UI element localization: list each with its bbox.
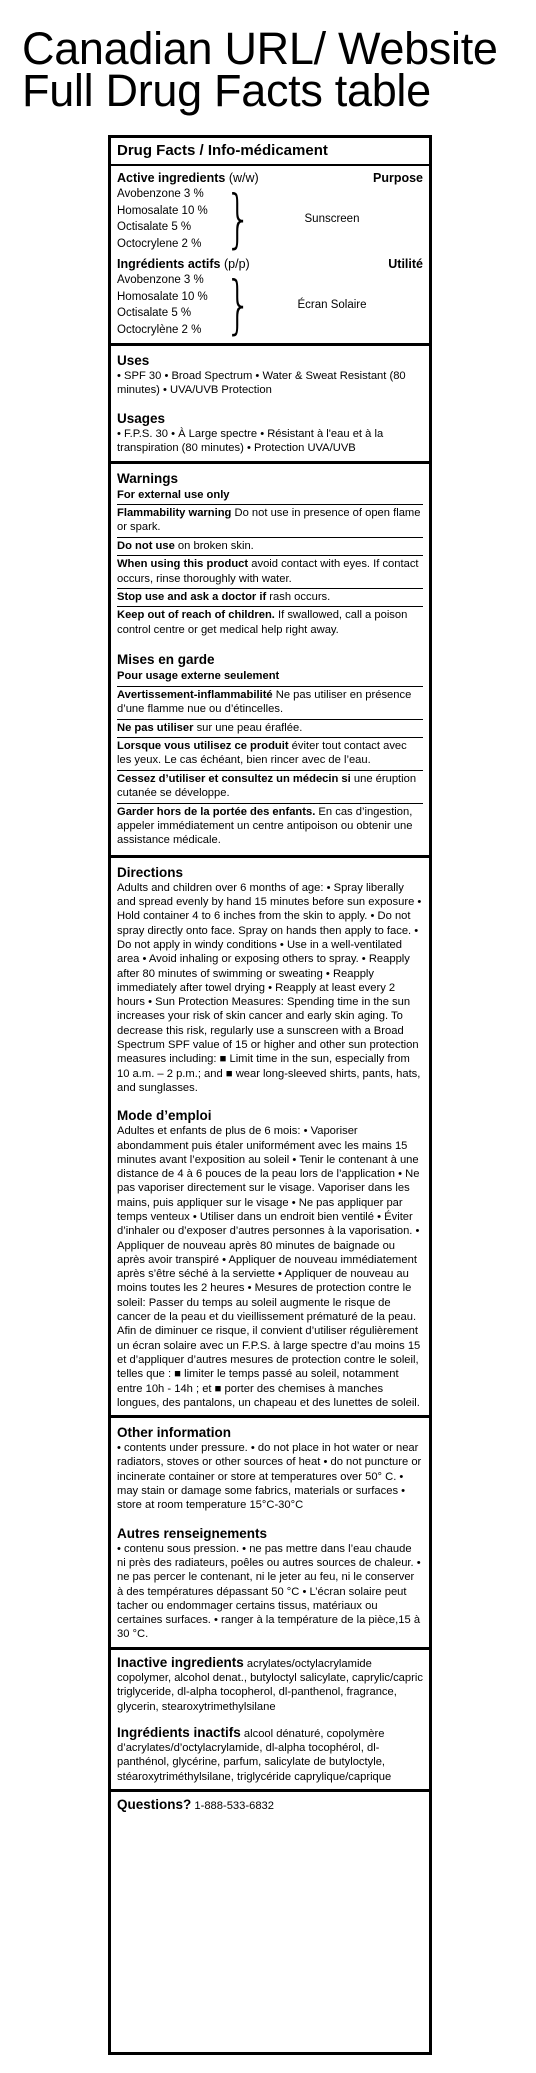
active-ingredients-unit: (w/w) xyxy=(228,171,259,185)
usages-text: • F.P.S. 30 • À Large spectre • Résistant à l'eau et à la transpiration (80 minutes) • Protection UVA/UVB xyxy=(117,427,384,455)
inactifs-title: Ingrédients inactifs xyxy=(117,1724,241,1740)
directions-text: Adults and children over 6 months of age: • Spray liberally and spread evenly by hand 15 minutes before sun exposure • Hold container 4 to 6 inches from the skin to apply. • Do not spray directly onto face. Spray on hands then apply to face. • Do not apply in windy conditions • Use in a well-ventilated area • Avoid inhaling or exposing others to spray. • Reapply after 80 minutes of swimming or sweating • Reapply immediately after towel drying • Reapply at least every 2 hours • Sun Protection Measures: Spending time in the sun increases your risk of skin cancer and early skin aging. To decrease this risk, regularly use a sunscreen with a Broad Spectrum SPF value of 15 or higher and other sun protection measures including: ■ Limit time in the sun, especially from 10 a.m. – 2 p.m.; and ■ wear long-sleeved shirts, pants, hats, and sunglasses. xyxy=(117,881,422,1094)
ingredients-inactifs xyxy=(117,1724,423,1784)
ingredient-item: Octisalate 5 % xyxy=(117,307,192,319)
inactifs-text: alcool dénaturé, copolymère d’acrylates/d’octylacrylamide, dl-alpha tocophérol, dl-panthénol, glycérine, parfum, salicylate de butyloctyle, stéaroxytriméthylsilane, triglycéride caprylique/caprique xyxy=(117,1727,392,1783)
brace-icon: } xyxy=(225,181,252,255)
uses-section xyxy=(111,346,429,464)
warning-line: Do not use on broken skin. xyxy=(117,538,423,556)
autres-title: Autres renseignements xyxy=(117,1525,268,1541)
active-ingredients-header xyxy=(117,170,423,186)
directions-section xyxy=(111,858,429,1418)
ingredient-item: Avobenzone 3 % xyxy=(117,274,204,286)
mode-emploi-title: Mode d’emploi xyxy=(117,1108,212,1124)
uses-title: Uses xyxy=(117,353,150,368)
warning-line: Stop use and ask a doctor if rash occurs. xyxy=(117,589,423,607)
ingredient-item: Avobenzone 3 % xyxy=(117,188,204,200)
active-ingredients-label: Active ingredients xyxy=(117,171,226,185)
ingredients-actifs-label: Ingrédients actifs xyxy=(117,257,221,271)
brace-icon: } xyxy=(225,267,252,341)
inactive-ingredients xyxy=(117,1654,423,1714)
warning-line: Garder hors de la portée des enfants. En cas d’ingestion, appeler immédiatement un centre antipoison ou obtenir une assistance médicale. xyxy=(117,805,413,847)
ingredient-item: Homosalate 10 % xyxy=(117,290,208,303)
heading-line-1: Canadian URL/ Website xyxy=(22,23,498,74)
questions-label: Questions? xyxy=(117,1797,192,1813)
utilite-value: Écran Solaire xyxy=(297,299,367,311)
warning-line: Cessez d’utiliser et consultez un médecin si une éruption cutanée se développe. xyxy=(117,771,423,804)
active-ingredients-list xyxy=(117,181,423,255)
warning-line: For external use only xyxy=(117,487,423,505)
ingredient-item: Octisalate 5 % xyxy=(117,221,192,233)
ingredients-actifs-unit: (p/p) xyxy=(223,257,250,271)
warning-line: Avertissement-inflammabilité Ne pas utiliser en présence d’une flamme nue ou d’étincelles. xyxy=(117,687,423,720)
usages-title: Usages xyxy=(117,410,166,426)
inactive-ingredients-section xyxy=(111,1650,429,1792)
questions-phone: 1-888-533-6832 xyxy=(191,1800,274,1813)
ingredient-item: Octocrylene 2 % xyxy=(117,237,202,250)
inactive-text: acrylates/octylacrylamide copolymer, alcohol denat., butyloctyl salicylate, caprylic/capric triglyceride, dl-alpha tocopherol, dl-panthenol, fragrance, glycerin, stearoxytrimethylsilane xyxy=(117,1657,423,1713)
utilite-label: Utilité xyxy=(388,257,423,271)
ingredient-item: Homosalate 10 % xyxy=(117,204,208,217)
purpose-value: Sunscreen xyxy=(304,213,360,225)
active-ingredients-section xyxy=(111,166,429,346)
panel-title: Drug Facts / Info-médicament xyxy=(111,138,429,166)
questions-section xyxy=(111,1792,429,1818)
uses-text: • SPF 30 • Broad Spectrum • Water & Sweat Resistant (80 minutes) • UVA/UVB Protection xyxy=(117,370,406,397)
warning-line: Flammability warning Do not use in presence of open flame or spark. xyxy=(117,505,423,538)
ingredients-actifs-header xyxy=(117,256,423,272)
mode-emploi-text: Adultes et enfants de plus de 6 mois: • Vaporiser abondamment puis étaler uniformément avec les mains 15 minutes avant l’exposition au soleil • Tenir le contenant à une distance de 4 à 6 pouces de la peau lors de l’application • Ne pas vaporiser directement sur le visage. Vaporiser dans les mains, puis appliquer sur le visage • Ne pas appliquer par temps venteux • Utiliser dans un endroit bien ventilé • Éviter d’inhaler ou d’exposer d’autres personnes à la vaporisation. • Appliquer de nouveau après 80 minutes de baignade ou après avoir transpiré • Appliquer de nouveau immédiatement après s’être séché à la serviette • Appliquer de nouveau au moins toutes les 2 heures • Mesures de protection contre le soleil: Passer du temps au soleil augmente le risque de cancer de la peau et du vieillissement prématuré de la peau. Afin de diminuer ce risque, il convient d’utiliser régulièrement un écran solaire avec un F.P.S. à large spectre d’au moins 15 et d’appliquer d’autres mesures de protection contre le soleil, telles que : ■ limiter le temps passé au soleil, notamment entre 10h - 14h ; et ■ porter des chemises à manches longues, des pantalons, un chapeau et des lunettes de soleil. xyxy=(117,1125,421,1409)
warning-line: Pour usage externe seulement xyxy=(117,668,423,686)
warnings-title: Warnings xyxy=(117,470,179,486)
inactive-title: Inactive ingredients xyxy=(117,1654,244,1670)
other-info-title: Other information xyxy=(117,1425,231,1441)
drug-facts-panel xyxy=(108,135,432,2055)
purpose-label: Purpose xyxy=(372,171,423,185)
autres-text: • contenu sous pression. • ne pas mettre dans l’eau chaude ni près des radiateurs, poêles ou autres sources de chaleur. • ne pas percer le contenant, ni le jeter au feu, ni le conserver à des températures dépassant 50 °C • L’écran solaire peut tacher ou endommager certains tissus, matériaux ou certaines surfaces. • ranger à la température de la pièce,15 à 30 °C. xyxy=(117,1542,421,1641)
other-info-section xyxy=(111,1418,429,1650)
mises-title: Mises en garde xyxy=(117,652,215,668)
directions-title: Directions xyxy=(117,864,184,880)
warning-line: When using this product avoid contact with eyes. If contact occurs, rinse thoroughly with water. xyxy=(117,556,423,589)
warnings-section xyxy=(111,464,429,858)
warning-line: Keep out of reach of children. If swallowed, call a poison control centre or get medical help right away. xyxy=(117,609,408,636)
ingredient-item: Octocrylène 2 % xyxy=(117,323,202,336)
ingredients-actifs-list xyxy=(117,267,423,341)
other-info-text: • contents under pressure. • do not place in hot water or near radiators, stoves or other sources of heat • do not puncture or incinerate container or store at temperatures over 50° C. • may stain or damage some fabrics, materials or surfaces • store at room temperature 15°C-30°C xyxy=(117,1442,422,1512)
warning-line: Ne pas utiliser sur une peau éraflée. xyxy=(117,720,423,738)
page-heading xyxy=(22,23,522,116)
heading-line-2: Full Drug Facts table xyxy=(22,65,431,116)
warning-line: Lorsque vous utilisez ce produit éviter tout contact avec les yeux. Le cas échéant, bien rincer avec de l’eau. xyxy=(117,738,423,771)
